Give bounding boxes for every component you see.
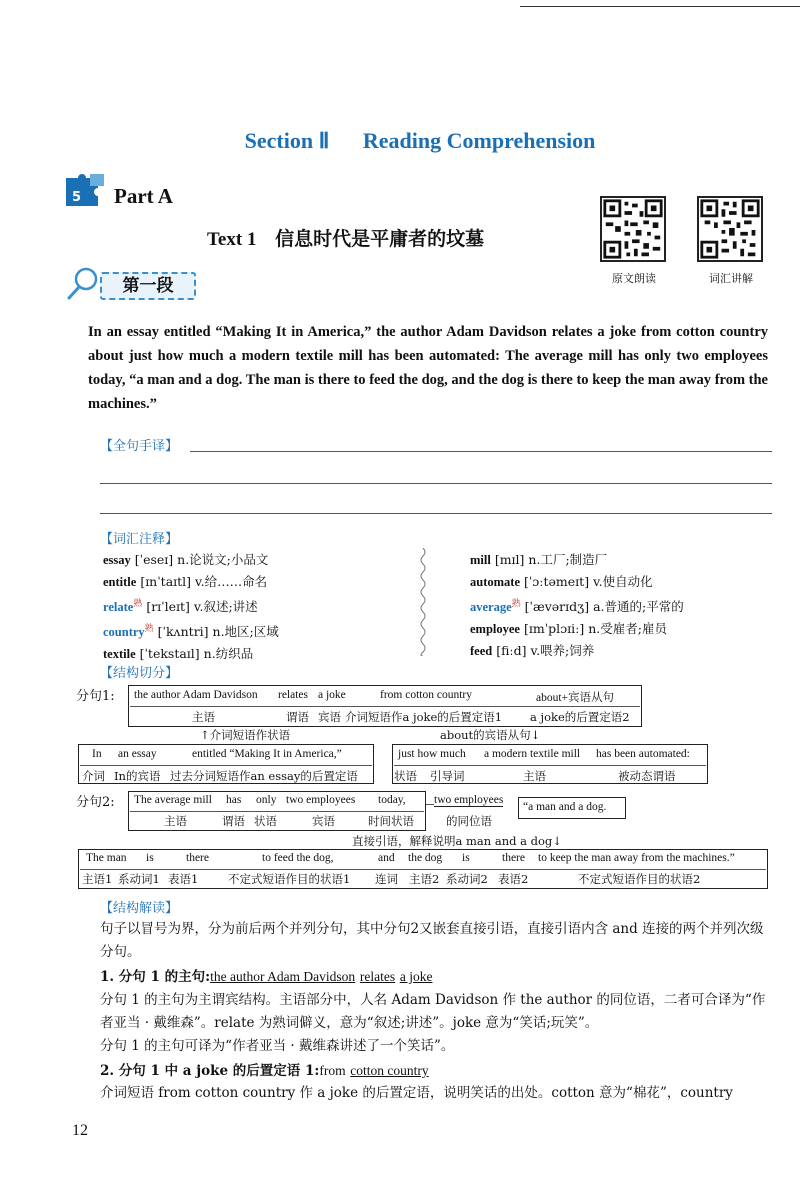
answer-line[interactable] [190, 451, 772, 452]
clause-role: 连词 [375, 872, 398, 886]
vocab-list-left [103, 549, 403, 665]
arrow-label-left: ↑介词短语作状语 [200, 728, 291, 742]
connector [426, 804, 434, 805]
vocab-item: automate [ˈɔːtəmeɪt] v.使自动化 [470, 574, 653, 589]
page-number: 12 [72, 1122, 88, 1139]
clause-word: is [146, 852, 154, 864]
clause-word: just how much [398, 748, 466, 760]
clause-role: 介词 [82, 769, 105, 783]
clause-role: 系动词1 [118, 872, 160, 886]
clause-role: 主语 [164, 814, 187, 828]
clause-word: is [462, 852, 470, 864]
clause-word: to keep the man away from the machines.” [538, 852, 735, 864]
clause-role: 表语1 [168, 872, 199, 886]
clause-role: a joke的后置定语2 [530, 710, 630, 724]
clause-word: two employees [434, 794, 504, 806]
vocab-item: textile [ˈtekstaɪl] n.纺织品 [103, 646, 254, 662]
clause-word: the author Adam Davidson [134, 689, 258, 701]
qr-block-reading[interactable] [600, 196, 674, 286]
analysis-intro: 句子以冒号为界，分为前后两个并列分句，其中分句2又嵌套直接引语，直接引语内含 and 连接的两个并列次级分句。 [100, 921, 764, 960]
section-title: Reading Comprehension [362, 128, 596, 153]
clause-word: to feed the dog, [262, 852, 334, 864]
text-name: 信息时代是平庸者的坟墓 [275, 228, 485, 250]
qr-label: 原文朗读 [612, 272, 656, 285]
clause-role: 被动态谓语 [618, 769, 676, 783]
part-title: Part A [114, 184, 173, 208]
answer-line[interactable] [100, 483, 772, 484]
vocab-label: 【词汇注释】 [100, 532, 179, 547]
familiar-word-badge: 熟 [133, 599, 143, 609]
vocab-item: feed [fiːd] v.喂养;饲养 [470, 643, 595, 659]
clause-word: an essay [118, 748, 157, 760]
text-title [207, 224, 484, 251]
clause-role: 谓语 [286, 710, 309, 724]
box-divider [130, 811, 424, 812]
analysis-label: 【结构解读】 [100, 901, 179, 916]
clause-word: from cotton country [380, 689, 472, 701]
answer-line[interactable] [100, 513, 772, 514]
wavy-divider [418, 548, 428, 656]
quote-box: “a man and a dog. [518, 797, 626, 819]
clause-word: a modern textile mill [484, 748, 581, 760]
qr-code-icon [600, 196, 666, 262]
clause-role: 系动词2 [446, 872, 488, 886]
vocab-item: essay [ˈeseɪ] n.论说文;小品文 [103, 552, 269, 567]
clause-word: The average mill [134, 794, 212, 806]
clause-role: 不定式短语作目的状语1 [228, 872, 351, 886]
clause-role: In的宾语 [114, 769, 161, 783]
clause-word: In [92, 748, 102, 760]
quote-note: 直接引语，解释说明a man and a dog↓ [352, 834, 562, 848]
clause-role: 主语 [523, 769, 546, 783]
clause-role: 过去分词短语作an essay的后置定语 [170, 769, 358, 783]
puzzle-icon [64, 172, 108, 208]
clause-role: 谓语 [222, 814, 245, 828]
top-rule [520, 6, 800, 7]
clause-word: only [256, 794, 277, 806]
clause-role: 宾语 [318, 710, 341, 724]
vocab-item: country$^熟$ [ˈkʌntri] n.地区;区域 [103, 624, 279, 640]
magnifier-icon [66, 266, 100, 302]
passage-text: In an essay entitled “Making It in America,” the author Adam Davidson relates a joke from cotton country about just how much a modern textile mill has been automated: The average mill has only two employees today, “a man and a dog. The man is there to feed the dog, and the dog is there to keep the man away from the machines.” [88, 324, 768, 412]
svg-text:5: 5 [72, 190, 82, 205]
box-divider [80, 765, 372, 766]
clause-role: 主语 [192, 710, 215, 724]
point2-heading: 2. 分句 1 中 a joke 的后置定语 1:from cotton country [100, 1063, 429, 1079]
point2-paragraph: 介词短语 from cotton country 作 a joke 的后置定语，说明笑话的出处。cotton 意为“棉花”，country [100, 1085, 733, 1101]
clause-word: a joke [318, 689, 346, 701]
qr-block-vocab[interactable] [697, 196, 771, 286]
clause1-tag: 分句1: [76, 689, 115, 704]
clause-word: about+宾语从句 [536, 692, 615, 704]
box-divider [80, 869, 766, 870]
box-divider [130, 706, 640, 707]
section-heading [0, 128, 800, 154]
clause-role: 表语2 [498, 872, 529, 886]
arrow-label-right: about的宾语从句↓ [440, 728, 541, 742]
vocab-item: employee [ɪmˈplɔɪiː] n.受雇者;雇员 [470, 621, 667, 637]
familiar-word-badge: 熟 [144, 624, 154, 635]
clause-word: entitled “Making It in America,” [192, 748, 342, 760]
clause-word: and [378, 852, 395, 864]
text-number: Text 1 [207, 229, 257, 250]
point1-paragraph: 分句 1 的主句为主谓宾结构。主语部分中，人名 Adam Davidson 作 the author 的同位语，二者可合译为“作者亚当 · 戴维森”。relate 为熟词僻义，意为“叙述;讲述”。joke 意为“笑话;玩笑”。 [100, 992, 766, 1031]
clause-role: 介词短语作a joke的后置定语1 [345, 710, 503, 724]
point1-summary: 分句 1 的主句可译为“作者亚当 · 戴维森讲述了一个笑话”。 [100, 1038, 455, 1054]
clause-word: has been automated: [596, 748, 690, 760]
vocab-item: relate$^熟$ [rɪˈleɪt] v.叙述;讲述 [103, 599, 258, 615]
clause-role: 状语 [254, 814, 277, 828]
structure-label: 【结构切分】 [100, 666, 179, 681]
qr-label: 词汇讲解 [709, 272, 753, 285]
box-divider [394, 765, 706, 766]
clause-word: there [502, 852, 525, 864]
clause-word: the dog [408, 852, 443, 864]
vocab-item: mill [mɪl] n.工厂;制造厂 [470, 552, 608, 567]
clause-word: The man [86, 852, 127, 864]
vocab-item: average$^熟$ [ˈævərɪdʒ] a.普通的;平常的 [470, 599, 684, 615]
clause-role: 主语2 [409, 872, 440, 886]
vocab-list-right [470, 549, 780, 662]
translation-label: 【全句手译】 [100, 439, 179, 454]
clause-word: relates [278, 689, 309, 701]
section-label: Section Ⅱ [244, 128, 330, 153]
clause-word: two employees [286, 794, 356, 806]
paragraph-label: 第一段 [100, 272, 196, 300]
familiar-word-badge: 熟 [511, 599, 521, 609]
clause-role: 时间状语 [368, 814, 414, 828]
clause-role: 引导词 [430, 769, 465, 783]
clause-role: 宾语 [312, 814, 335, 828]
clause-role: 状语 [394, 769, 417, 783]
clause-word: there [186, 852, 209, 864]
clause-role: 不定式短语作目的状语2 [578, 872, 701, 886]
qr-code-icon [697, 196, 763, 262]
clause-word: today, [378, 794, 406, 806]
clause-word: has [226, 794, 242, 806]
point1-heading: 1. 分句 1 的主句:the author Adam Davidson relates a joke [100, 969, 433, 985]
clause2-tag: 分句2: [76, 795, 115, 810]
clause-role: 主语1 [82, 872, 113, 886]
vocab-item: entitle [ɪnˈtaɪtl] v.给……命名 [103, 574, 268, 589]
clause-role: 的同位语 [446, 814, 492, 828]
